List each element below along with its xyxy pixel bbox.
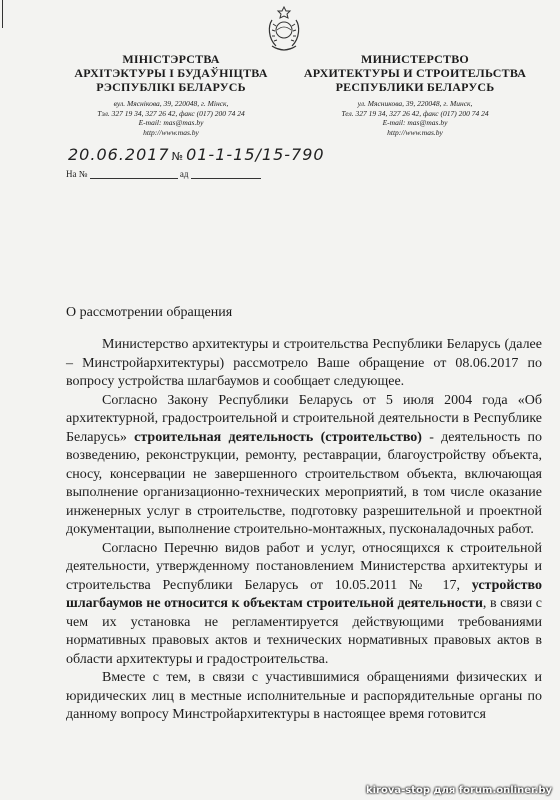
paragraph-2-start: Согласно Закону Республики Беларусь от 5 июля 2004 года «Об архитектурной, градостроительной и строительной деятельности в Республике Беларусь»	[66, 392, 542, 445]
right-org-contacts: ул. Мясникова, 39, 220048, г. Минск, Тел. 327 19 34, 327 26 42, факс (017) 200 74 24 E-mail: mas@mas.by http://www.mas.by	[341, 99, 489, 137]
registration-line	[68, 145, 325, 164]
letter-body	[66, 336, 542, 725]
registration-number: 01-1-15/15-790	[186, 145, 325, 164]
na-number-sign: №	[78, 169, 88, 179]
scan-edge-mark	[2, 0, 3, 28]
registration-date: 20.06.2017	[68, 145, 170, 164]
number-sign: №	[171, 150, 185, 163]
paragraph-2-bold: строительная деятельность (строительство)	[134, 429, 422, 445]
paragraph-3	[66, 540, 542, 670]
paragraph-3-bold: устройство шлагбаумов не относится к объектам строительной деятельности	[66, 577, 542, 611]
watermark-text: kirova-stop для forum.onliner.by	[365, 785, 552, 796]
reference-line	[66, 169, 261, 179]
paragraph-3-start: Согласно Перечню видов работ и услуг, относящихся к строительной деятельности, утвержденному постановлением Министерства архитектуры и строительства Республики Беларусь от 10.05.2011 № 17,	[66, 540, 542, 593]
left-org-contacts: вул. Мяснiкова, 39, 220048, г. Мiнск, Тэл. 327 19 34, 327 26 42, факс (017) 200 74 24 E-mail: mas@mas.by http://www.mas.by	[97, 99, 245, 137]
paragraph-4: Вместе с тем, в связи с участившимися обращениями физических и юридических лиц в местные исполнительные и распорядительные органы по данному вопросу Минстройархитектуры в настоящее время готовится	[66, 670, 542, 722]
left-org-name: МIНIСТЭРСТВА АРХIТЭКТУРЫ I БУДАЎНIЦТВА РЭСПУБЛIКI БЕЛАРУСЬ	[74, 52, 268, 94]
left-org-header	[56, 52, 286, 137]
paragraph-1: Министерство архитектуры и строительства Республики Беларусь (далее – Минстройархитектуры) рассмотрело Ваше обращение от 08.06.2017 по вопросу устройства шлагбаумов и сообщает следующее.	[66, 337, 542, 389]
right-org-name: МИНИСТЕРСТВО АРХИТЕКТУРЫ И СТРОИТЕЛЬСТВА РЕСПУБЛИКИ БЕЛАРУСЬ	[303, 52, 527, 94]
na-label: На	[66, 169, 77, 179]
reference-number-blank	[90, 178, 178, 179]
ad-label: ад	[179, 169, 189, 179]
reference-date-blank	[191, 178, 261, 179]
paragraph-2-end: - деятельность по возведению, реконструкции, ремонту, реставрации, благоустройству объекта, сносу, консервации не завершенного строительством объекта, включающая выполнение организационно-технических мероприятий, в том числе оказание инженерных услуг в строительстве, подготовку разрешительной и проектной документации, выполнение строительно-монтажных, пусконаладочных работ.	[66, 429, 542, 537]
right-org-header	[300, 52, 530, 137]
paragraph-3-end: , в связи с чем их установка не регламентируется действующими требованиями нормативных правовых актов и технических нормативных правовых актов в области архитектуры и градостроительства.	[66, 596, 542, 667]
paragraph-2	[66, 392, 542, 540]
letter-subject: О рассмотрении обращения	[66, 305, 233, 320]
coat-of-arms-icon	[264, 6, 304, 52]
